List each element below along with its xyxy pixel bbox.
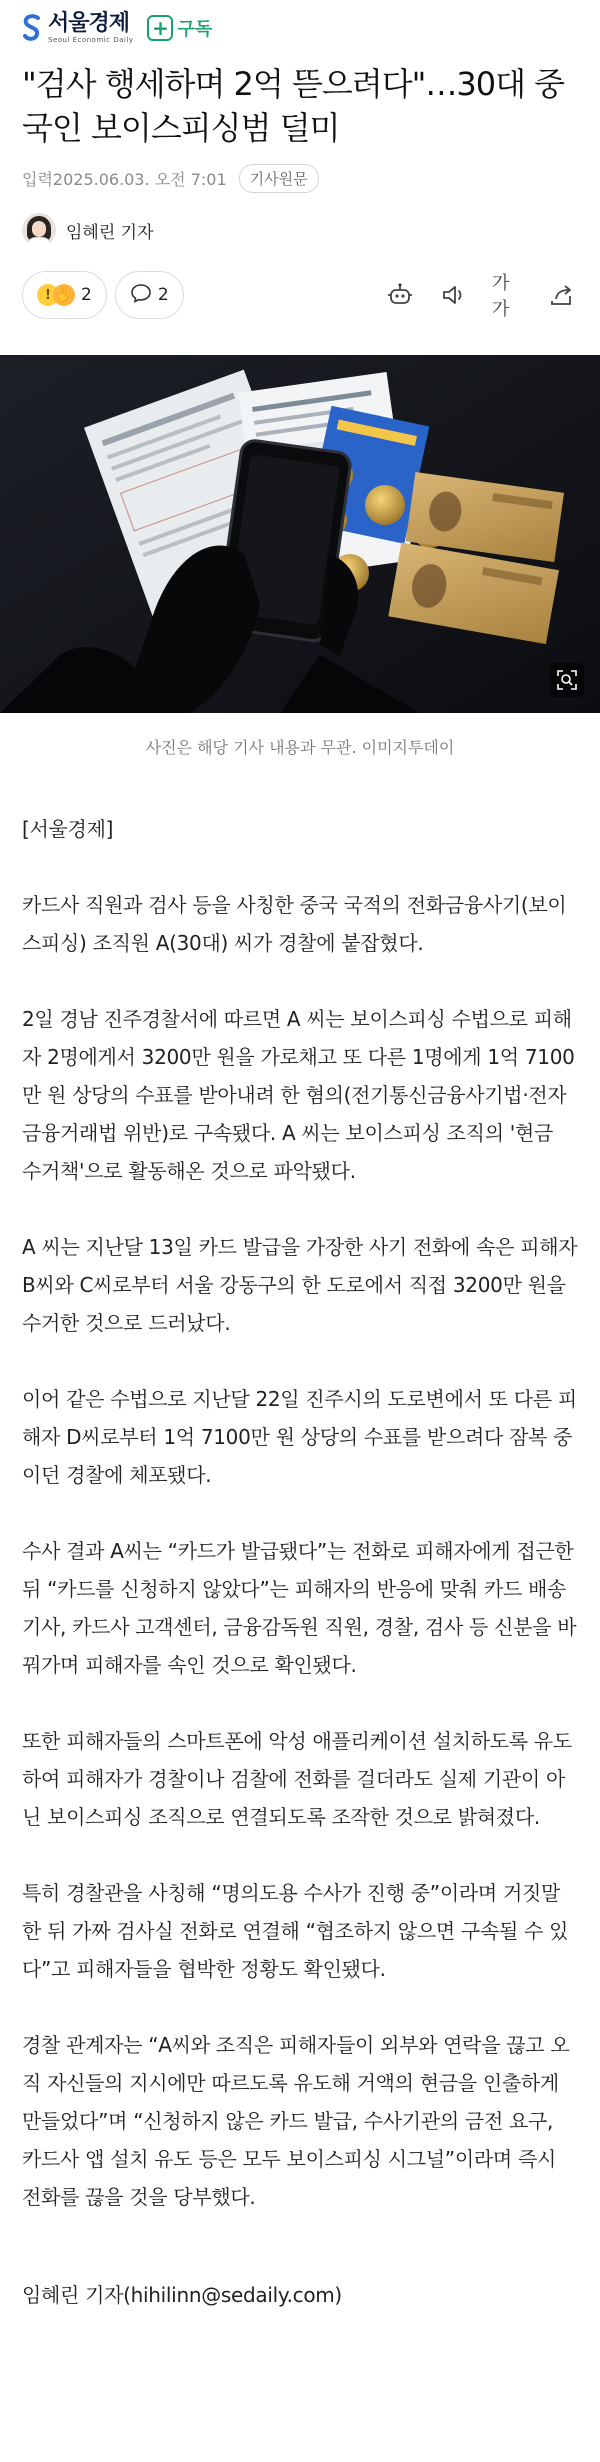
original-article-button[interactable]: 기사원문 [239, 164, 319, 193]
article-paragraph: 이어 같은 수법으로 지난달 22일 진주시의 도로변에서 또 다른 피해자 D씨로부터 1억 7100만 원 상당의 수표를 받으려다 잠복 중이던 경찰에 체포됐다. [22, 1387, 577, 1487]
audio-speaker-icon[interactable] [438, 279, 470, 311]
ai-summary-robot-icon[interactable] [384, 279, 416, 311]
author-row[interactable] [0, 193, 600, 247]
surprised-emoji-icon: ! [37, 284, 59, 306]
comment-icon [130, 282, 152, 309]
article-photo[interactable] [0, 355, 600, 713]
plus-icon: + [147, 15, 173, 41]
subscribe-button[interactable] [147, 15, 212, 41]
article-paragraph: 특히 경찰관을 사칭해 “명의도용 수사가 진행 중”이라며 거짓말한 뒤 가짜 검사실 전화로 연결해 “협조하지 않으면 구속될 수 있다”고 피해자들을 협박한 정황도 확인됐다. [22, 1881, 569, 1981]
article-paragraph: 카드사 직원과 검사 등을 사칭한 중국 국적의 전화금융사기(보이스피싱) 조직원 A(30대) 씨가 경찰에 붙잡혔다. [22, 893, 567, 955]
article-headline: "검사 행세하며 2억 뜯으려다"…30대 중국인 보이스피싱범 덜미 [22, 65, 565, 147]
top-bar [0, 0, 600, 56]
article-paragraph: 수사 결과 A씨는 “카드가 발급됐다”는 전화로 피해자에게 접근한 뒤 “카드를 신청하지 않았다”는 피해자의 반응에 맞춰 카드 배송기사, 카드사 고객센터, 금융감독원 직원, 경찰, 검사 등 신분을 바꿔가며 피해자를 속인 것으로 확인됐다. [22, 1539, 577, 1677]
article-paragraph: [서울경제] [22, 817, 114, 841]
article-paragraph: A 씨는 지난달 13일 카드 발급을 가장한 사기 전화에 속은 피해자 B씨와 C씨로부터 서울 강동구의 한 도로에서 직접 3200만 원을 수거한 것으로 드러났다. [22, 1235, 578, 1335]
article-meta [0, 150, 600, 193]
logo-subtext: Seoul Economic Daily [48, 35, 134, 44]
zoom-icon [556, 669, 578, 691]
author-avatar [22, 213, 56, 247]
article-paragraph: 경찰 관계자는 “A씨와 조직은 피해자들이 외부와 연락을 끊고 오직 자신들의 지시에만 따르도록 유도해 거액의 현금을 인출하게 만들었다”며 “신청하지 않은 카드 발급, 수사기관의 금전 요구, 카드사 앱 설치 유도 등은 모두 보이스피싱 시그널”이라며 즉시 전화를 끊을 것을 당부했다. [22, 2033, 570, 2209]
reaction-count: 2 [81, 285, 92, 305]
published-time: 입력2025.06.03. 오전 7:01 [22, 170, 227, 189]
clap-emoji-icon: ✋ [53, 284, 75, 306]
share-icon[interactable] [546, 279, 578, 311]
article-paragraph: 또한 피해자들의 스마트폰에 악성 애플리케이션 설치하도록 유도하여 피해자가 경찰이나 검찰에 전화를 걸더라도 실제 기관이 아닌 보이스피싱 조직으로 연결되도록 조작한 것으로 밝혀졌다. [22, 1729, 572, 1829]
photo-illustration [0, 355, 600, 713]
comment-count: 2 [157, 285, 169, 305]
photo-caption: 사진은 해당 기사 내용과 무관. 이미지투데이 [145, 738, 455, 757]
image-zoom-button[interactable] [550, 663, 584, 697]
article-byline: 임혜린 기자(hihilinn@sedaily.com) [22, 2283, 342, 2307]
logo-s-icon [22, 14, 42, 42]
reaction-button[interactable] [22, 271, 107, 319]
article-paragraph: 2일 경남 진주경찰서에 따르면 A 씨는 보이스피싱 수법으로 피해자 2명에게서 3200만 원을 가로채고 또 다른 1명에게 1억 7100만 원 상당의 수표를 받아내려 한 혐의(전기통신금융사기법·전자금융거래법 위반)로 구속됐다. A 씨는 보이스피싱 조직의 '현금 수거책'으로 활동해온 것으로 파악됐다. [22, 1007, 575, 1183]
action-row [0, 247, 600, 319]
author-name: 임혜린 기자 [66, 222, 154, 243]
logo-text: 서울경제 [48, 10, 130, 36]
article-body [0, 758, 600, 2314]
subscribe-label: 구독 [177, 19, 213, 40]
press-logo[interactable] [22, 10, 134, 44]
font-size-button[interactable]: 가가 [492, 273, 509, 320]
comment-button[interactable] [115, 271, 184, 319]
